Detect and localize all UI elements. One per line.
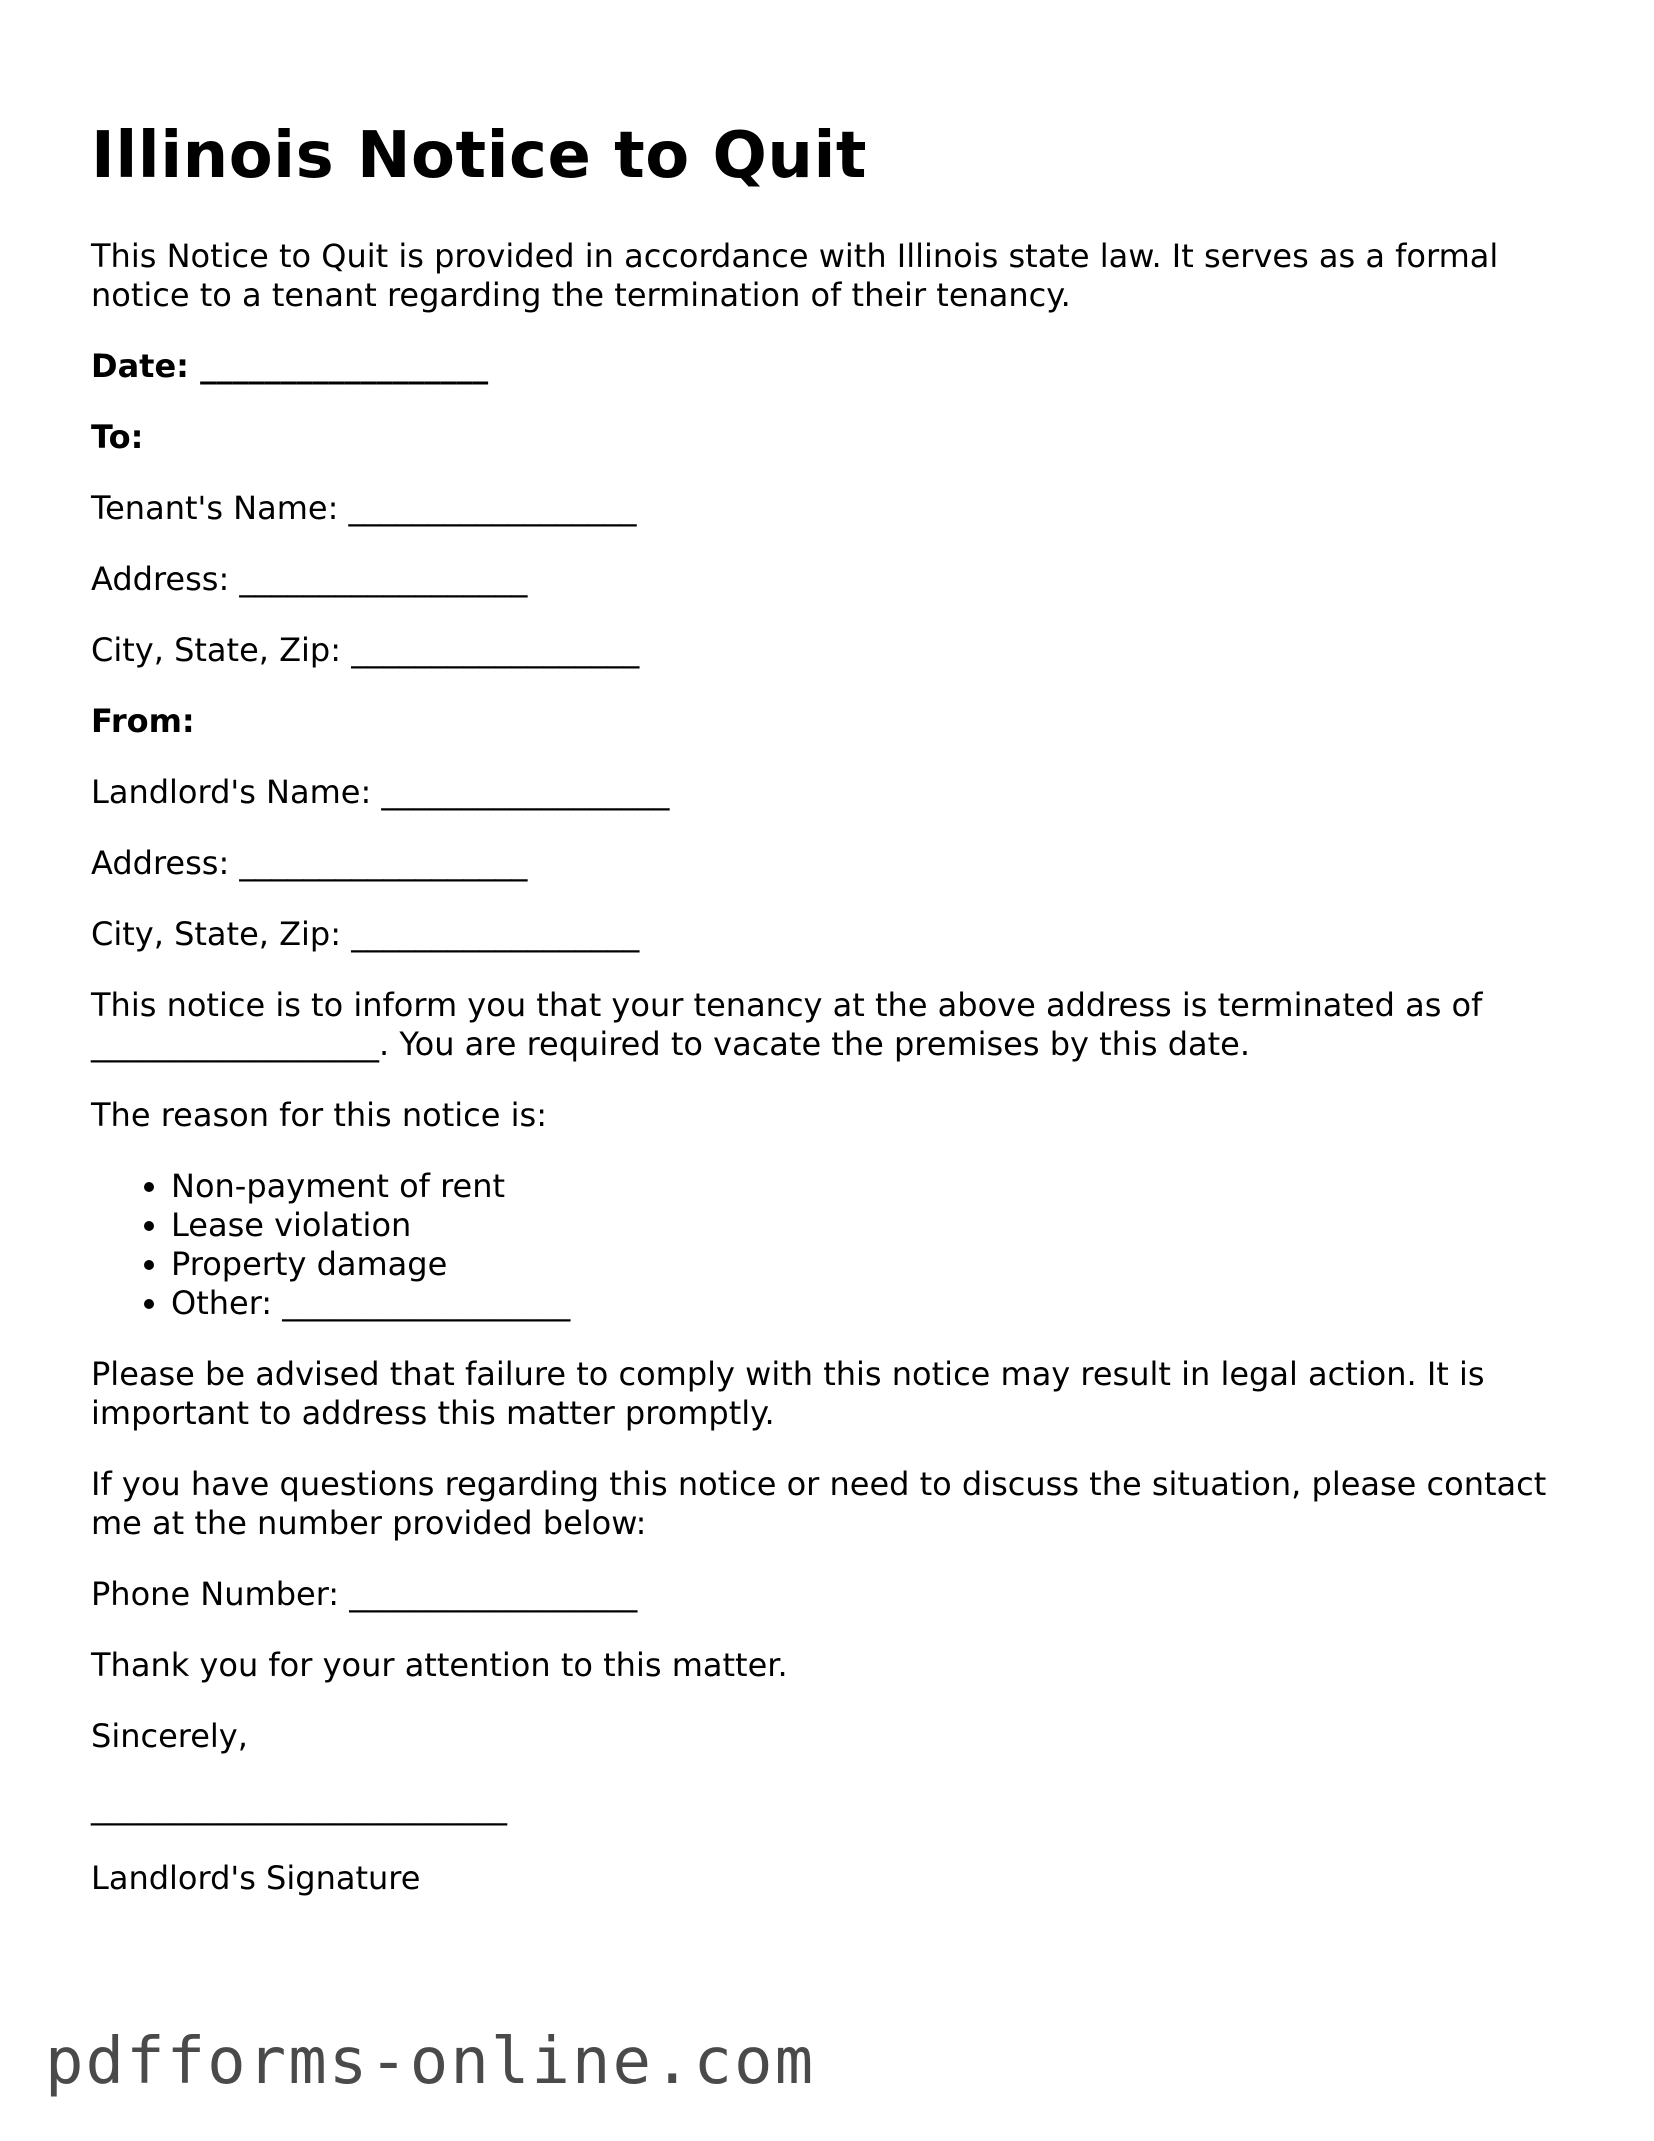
thanks-line: Thank you for your attention to this matter. <box>91 1646 788 1684</box>
landlord-address-field: Address: __________________ <box>91 844 528 882</box>
document-page <box>91 112 1571 1930</box>
from-heading: From: <box>91 702 195 740</box>
termination-paragraph: This notice is to inform you that your tenancy at the above address is terminated as of __________________. You are required to vacate the premises by this date. <box>91 986 1483 1063</box>
landlord-city-field: City, State, Zip: __________________ <box>91 915 640 953</box>
reason-item: • Property damage <box>171 1245 1571 1284</box>
tenant-name-field: Tenant's Name: __________________ <box>91 489 637 527</box>
date-field: Date: __________________ <box>91 347 489 385</box>
reason-list <box>91 1167 1571 1323</box>
contact-paragraph: If you have questions regarding this notice or need to discuss the situation, please contact me at the number provided below: <box>91 1465 1547 1542</box>
reason-intro: The reason for this notice is: <box>91 1096 547 1134</box>
phone-field: Phone Number: __________________ <box>91 1575 638 1613</box>
tenant-city-field: City, State, Zip: __________________ <box>91 631 640 669</box>
landlord-name-field: Landlord's Name: __________________ <box>91 773 670 811</box>
warning-paragraph: Please be advised that failure to comply with this notice may result in legal action. It is important to address this matter promptly. <box>91 1355 1485 1432</box>
intro-paragraph: This Notice to Quit is provided in accordance with Illinois state law. It serves as a formal notice to a tenant regarding the termination of their tenancy. <box>91 237 1499 314</box>
to-heading: To: <box>91 418 144 456</box>
watermark: pdfforms-online.com <box>45 2025 816 2099</box>
signature-line: __________________________ <box>91 1788 507 1826</box>
reason-item: • Non-payment of rent <box>171 1167 1571 1206</box>
signature-label: Landlord's Signature <box>91 1859 421 1897</box>
page-title: Illinois Notice to Quit <box>91 119 867 193</box>
reason-item: • Other: __________________ <box>171 1284 1571 1323</box>
tenant-address-field: Address: __________________ <box>91 560 528 598</box>
closing-line: Sincerely, <box>91 1717 248 1755</box>
reason-item: • Lease violation <box>171 1206 1571 1245</box>
